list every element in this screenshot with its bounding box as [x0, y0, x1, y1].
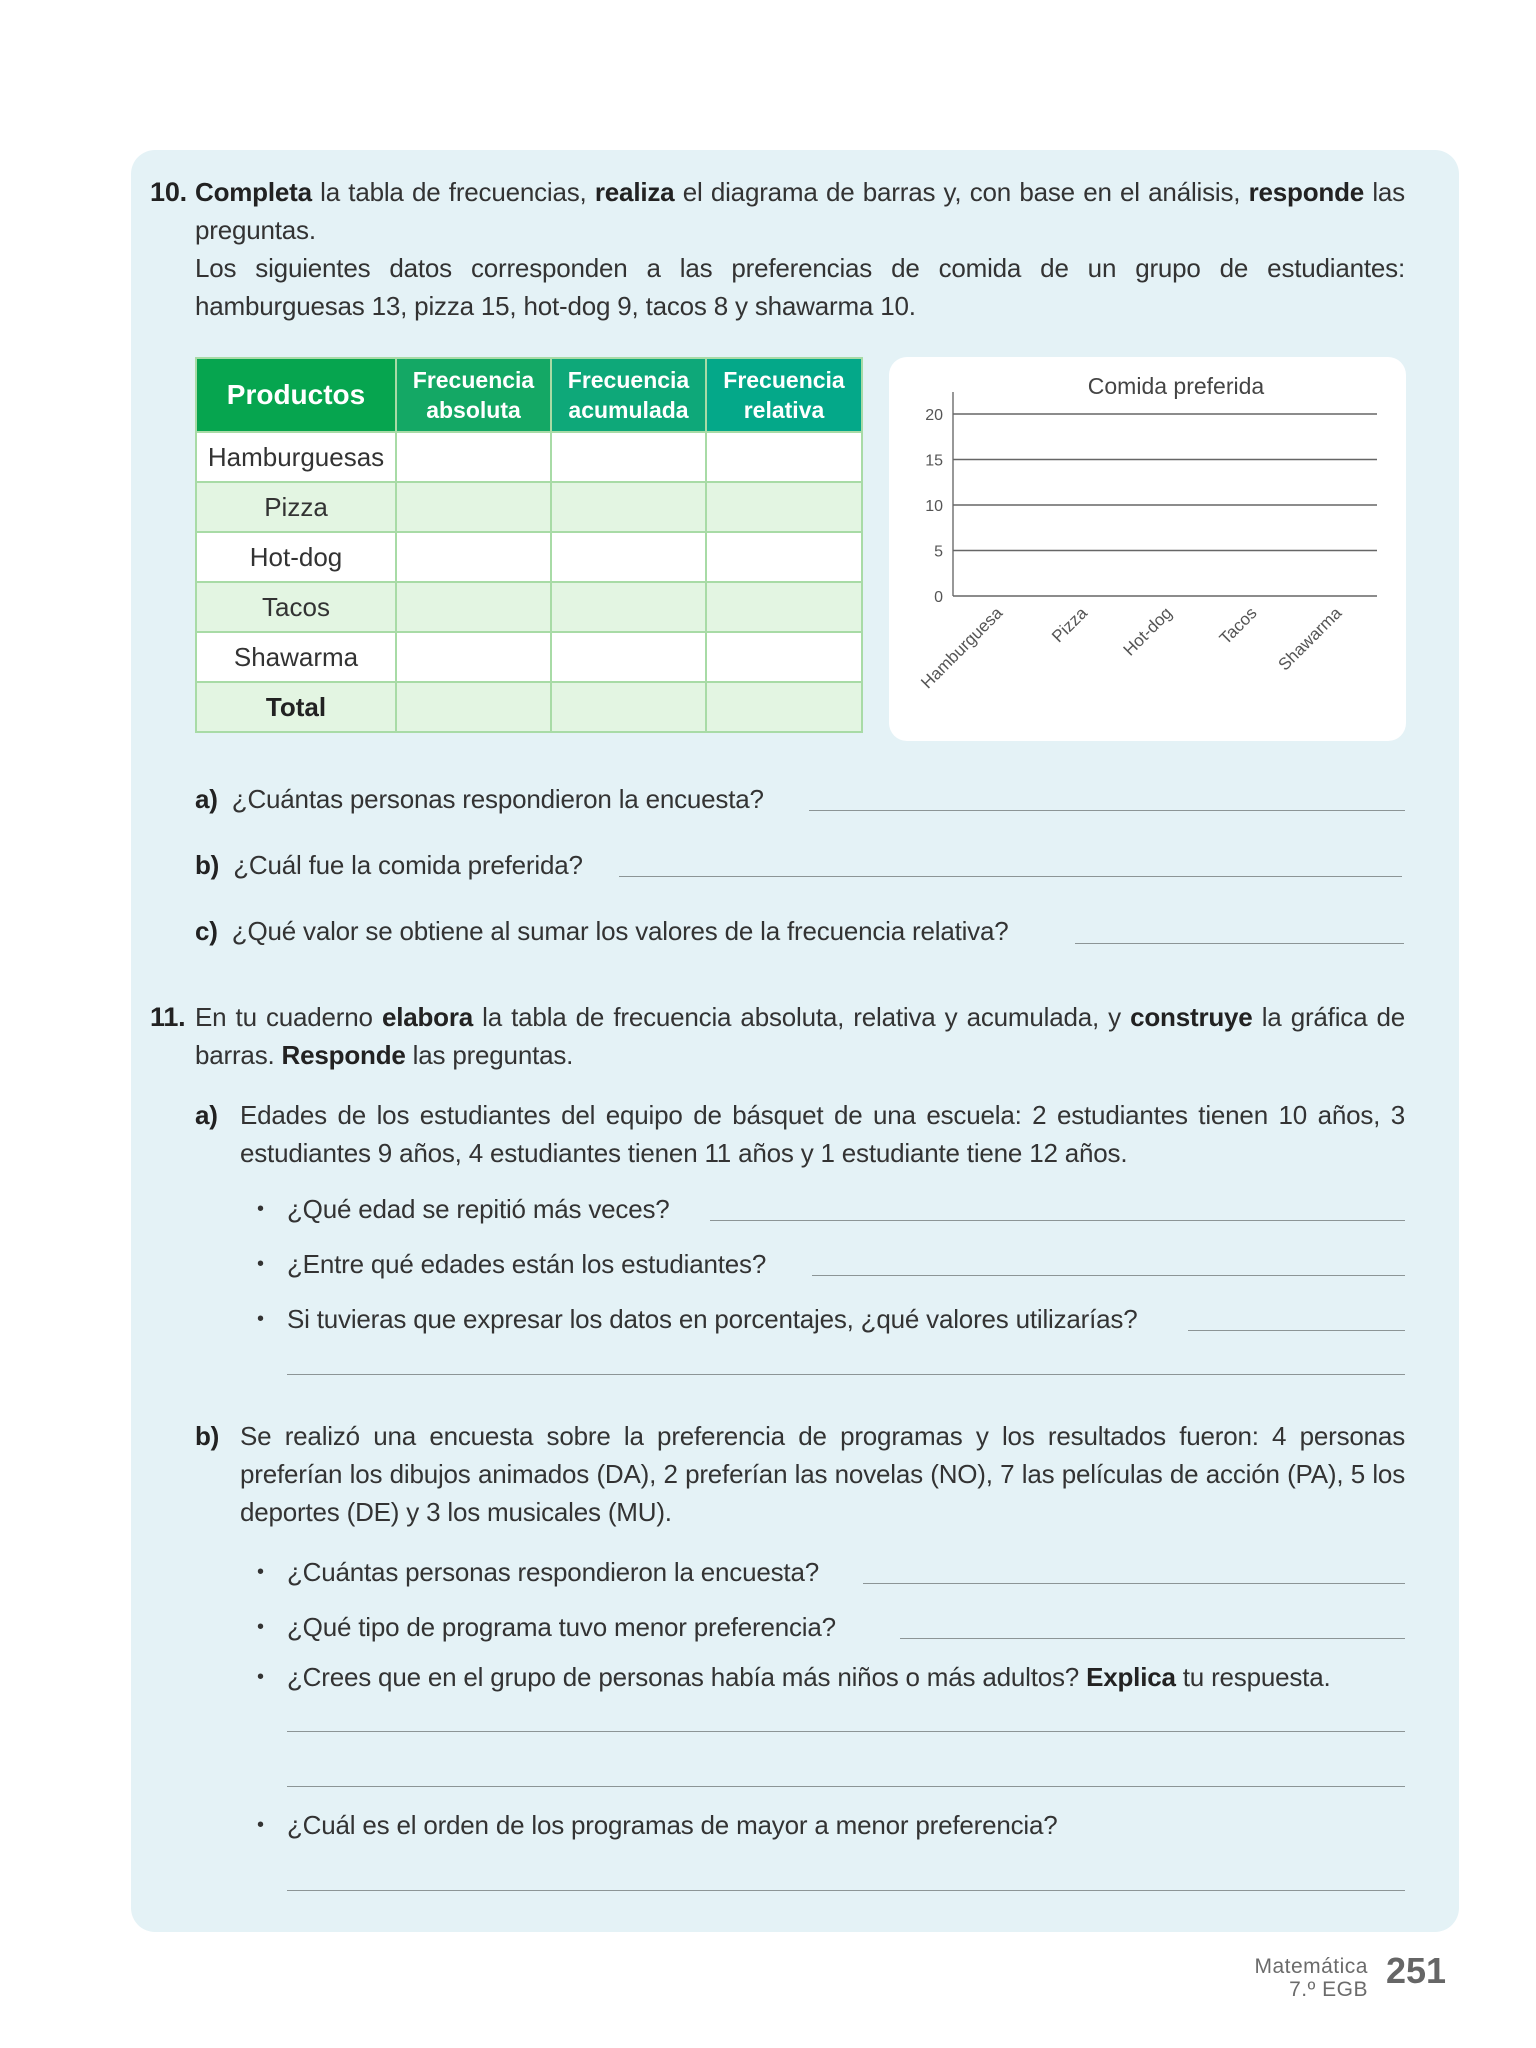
answer-line-10b[interactable]: [619, 876, 1402, 877]
absoluta-cell[interactable]: [396, 532, 551, 582]
bullet-question: ¿Entre qué edades están los estudiantes?: [287, 1249, 767, 1279]
instr-bold: elabora: [381, 1002, 474, 1032]
question-10a: [195, 780, 764, 818]
bullet-icon: •: [257, 1666, 265, 1688]
y-tick-label: 10: [925, 498, 943, 515]
relativa-cell[interactable]: [706, 482, 862, 532]
x-tick-label: Hamburguesa: [917, 603, 1007, 693]
instr-bold: responde: [1248, 177, 1365, 207]
subquestion-11b-label: b): [195, 1421, 220, 1451]
bullet-question: ¿Cuál es el orden de los programas de mayor a menor preferencia?: [287, 1810, 1058, 1840]
bullet-question-text: ¿Crees que en el grupo de personas había más niños o más adultos?: [287, 1662, 1080, 1692]
header-line: Frecuencia: [723, 367, 845, 393]
bullet-icon: •: [257, 1616, 265, 1638]
product-cell: Hamburguesas: [196, 432, 396, 482]
table-row-total: [196, 682, 862, 732]
instr-text: las preguntas.: [195, 177, 1405, 245]
question-label: a): [195, 784, 218, 814]
question-text: ¿Cuántas personas respondieron la encuesta?: [231, 784, 764, 814]
table-row: [196, 632, 862, 682]
subquestion-11b-text: Se realizó una encuesta sobre la preferencia de programas y los resultados fueron: 4 personas preferían los dibujos animados (DA), 2 preferían las novelas (NO), 7 las películas de acción (PA), 5 los deportes (DE) y 3 los musicales (MU).: [240, 1421, 1405, 1527]
bullet-question-tail: tu respuesta.: [1175, 1662, 1331, 1692]
header-line: relativa: [743, 397, 825, 423]
answer-line[interactable]: [287, 1890, 1405, 1891]
acumulada-cell[interactable]: [551, 632, 706, 682]
bullet-icon: •: [257, 1253, 265, 1275]
bar-chart: [889, 357, 1406, 741]
bullet-icon: •: [257, 1814, 265, 1836]
absoluta-cell[interactable]: [396, 432, 551, 482]
instr-bold: construye: [1130, 1002, 1253, 1032]
answer-line[interactable]: [710, 1220, 1405, 1221]
instr-bold: realiza: [594, 177, 675, 207]
instr-text: la tabla de frecuencia absoluta, relativa y acumulada, y: [473, 1002, 1131, 1032]
table-row: [196, 482, 862, 532]
bar-chart-card: [889, 357, 1406, 741]
acumulada-cell[interactable]: [551, 432, 706, 482]
answer-line[interactable]: [287, 1374, 1405, 1375]
relativa-cell[interactable]: [706, 432, 862, 482]
product-cell: Pizza: [196, 482, 396, 532]
question-10c: [195, 912, 1009, 950]
relativa-total-cell[interactable]: [706, 682, 862, 732]
relativa-cell[interactable]: [706, 632, 862, 682]
instr-text: la gráfica de barras.: [195, 1002, 1405, 1070]
table-row: [196, 582, 862, 632]
question-text: ¿Cuál fue la comida preferida?: [233, 850, 583, 880]
total-label-cell: Total: [196, 682, 396, 732]
header-frecuencia-acumulada: [551, 358, 706, 432]
bullet-icon: •: [257, 1198, 265, 1220]
answer-line[interactable]: [287, 1731, 1405, 1732]
answer-line[interactable]: [900, 1638, 1405, 1639]
instr-bold: Completa: [195, 177, 312, 207]
y-tick-label: 15: [925, 452, 943, 470]
subquestion-11a-label: a): [195, 1100, 218, 1130]
chart-title: Comida preferida: [1087, 373, 1265, 399]
question-label: b): [195, 850, 220, 880]
bullet-icon: •: [257, 1308, 265, 1330]
x-tick-label: Hot-dog: [1119, 603, 1176, 660]
answer-line[interactable]: [863, 1583, 1405, 1584]
footer-subject: [1254, 1955, 1368, 2001]
acumulada-cell[interactable]: [551, 582, 706, 632]
table-row: [196, 432, 862, 482]
page-number: 251: [1386, 1950, 1447, 1991]
footer-grade: 7.º EGB: [1289, 1978, 1368, 2001]
question-text: ¿Qué valor se obtiene al sumar los valores de la frecuencia relativa?: [231, 916, 1009, 946]
answer-line[interactable]: [287, 1786, 1405, 1787]
absoluta-total-cell[interactable]: [396, 682, 551, 732]
answer-line-10a[interactable]: [809, 810, 1405, 811]
instr-text: En tu cuaderno: [195, 1002, 382, 1032]
x-tick-label: Shawarma: [1274, 603, 1346, 675]
header-line: Frecuencia: [412, 367, 535, 393]
footer-subject-name: Matemática: [1254, 1955, 1368, 1978]
frequency-table: [195, 357, 863, 733]
table-header-row: [196, 358, 862, 432]
x-tick-label: Pizza: [1048, 603, 1092, 647]
header-productos: Productos: [196, 358, 396, 432]
bullet-question: ¿Qué edad se repitió más veces?: [287, 1194, 670, 1224]
header-line: absoluta: [426, 397, 521, 423]
exercise-10-data-text: Los siguientes datos corresponden a las preferencias de comida de un grupo de estudiantes: hamburguesas 13, pizza 15, hot-dog 9, tacos 8 y shawarma 10.: [195, 253, 1405, 321]
acumulada-total-cell[interactable]: [551, 682, 706, 732]
answer-line[interactable]: [812, 1275, 1405, 1276]
bullet-question: [287, 1658, 1331, 1696]
relativa-cell[interactable]: [706, 532, 862, 582]
subquestion-11a-text: Edades de los estudiantes del equipo de básquet de una escuela: 2 estudiantes tienen 10 años, 3 estudiantes 9 años, 4 estudiantes tienen 11 años y 1 estudiante tiene 12 años.: [240, 1100, 1405, 1168]
instr-text: la tabla de frecuencias,: [311, 177, 595, 207]
bullet-question-bold: Explica: [1086, 1662, 1176, 1692]
question-10b: [195, 846, 583, 884]
header-frecuencia-relativa: [706, 358, 862, 432]
relativa-cell[interactable]: [706, 582, 862, 632]
exercise-11-instructions: [195, 998, 1405, 1074]
header-frecuencia-absoluta: [396, 358, 551, 432]
y-tick-label: 5: [934, 543, 943, 561]
answer-line-10c[interactable]: [1075, 943, 1404, 944]
question-label: c): [195, 916, 218, 946]
exercise-10-number: 10.: [150, 177, 187, 207]
acumulada-cell[interactable]: [551, 482, 706, 532]
table-row: [196, 532, 862, 582]
exercise-10-instructions: [195, 173, 1405, 249]
product-cell: Hot-dog: [196, 532, 396, 582]
bullet-question: Si tuvieras que expresar los datos en porcentajes, ¿qué valores utilizarías?: [287, 1304, 1138, 1334]
header-line: Frecuencia: [567, 367, 690, 393]
header-line: acumulada: [568, 397, 689, 423]
x-tick-label: Tacos: [1215, 603, 1261, 649]
exercise-11-number: 11.: [150, 1002, 186, 1032]
acumulada-cell[interactable]: [551, 532, 706, 582]
instr-bold: Responde: [281, 1040, 406, 1070]
bullet-question: ¿Cuántas personas respondieron la encuesta?: [287, 1557, 819, 1587]
bullet-icon: •: [257, 1561, 265, 1583]
absoluta-cell[interactable]: [396, 482, 551, 532]
y-tick-label: 0: [934, 589, 943, 606]
bullet-question: ¿Qué tipo de programa tuvo menor preferencia?: [287, 1612, 836, 1642]
absoluta-cell[interactable]: [396, 632, 551, 682]
product-cell: Tacos: [196, 582, 396, 632]
instr-text: las preguntas.: [405, 1040, 574, 1070]
absoluta-cell[interactable]: [396, 582, 551, 632]
product-cell: Shawarma: [196, 632, 396, 682]
instr-text: el diagrama de barras y, con base en el análisis,: [674, 177, 1249, 207]
answer-line[interactable]: [1188, 1330, 1405, 1331]
y-tick-label: 20: [925, 407, 943, 424]
